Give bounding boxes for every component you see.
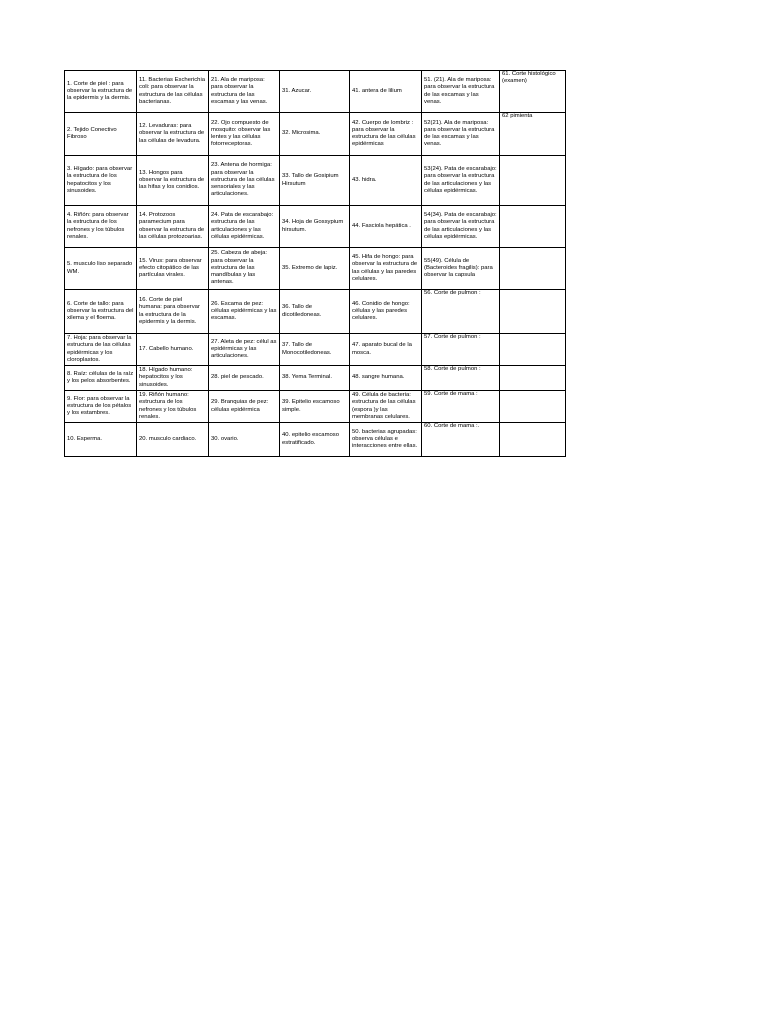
table-cell: 50. bacterias agrupadas: observa células e interacciones entre ellas. [350, 423, 422, 457]
table-cell: 4. Riñón: para observar la estructura de los nefrones y los túbulos renales. [65, 206, 137, 248]
table-cell: 57. Corte de pulmon : [422, 334, 500, 366]
table-cell: 8. Raíz: células de la raíz y los pelos absorbentes. [65, 366, 137, 391]
table-cell: 22. Ojo compuesto de mosquito: observar las lentes y las células fotorreceptoras. [209, 113, 280, 156]
table-cell: 5. musculo liso separado WM. [65, 248, 137, 290]
table-cell: 6. Corte de tallo: para observar la estructura del xilema y el floema. [65, 290, 137, 334]
table-cell: 32. Microsima. [280, 113, 350, 156]
table-cell: 24. Pata de escarabajo: estructura de las articulaciones y las células epidérmicas. [209, 206, 280, 248]
table-row [65, 248, 566, 290]
table-cell: 52(21). Ala de mariposa: para observar la estructura de las escamas y las venas. [422, 113, 500, 156]
table-cell: 30. ovario. [209, 423, 280, 457]
table-cell: 23. Antena de hormiga: para observar la estructura de las células sensoriales y las articulaciones. [209, 156, 280, 206]
table-cell: 7. Hoja: para observar la estructura de las células epidérmicas y los cloroplastos. [65, 334, 137, 366]
table-cell: 35. Extremo de lapiz. [280, 248, 350, 290]
table-cell: 1. Corte de piel : para observar la estructura de la epidermis y la dermis. [65, 71, 137, 113]
table-cell: 15. Virus: para observar efecto citopático de las partículas virales. [137, 248, 209, 290]
table-cell: 12. Levaduras: para observar la estructura de las células de levadura. [137, 113, 209, 156]
table-row [65, 156, 566, 206]
table-cell: 26. Escama de pez: células epidérmicas y las escamas. [209, 290, 280, 334]
table-row [65, 423, 566, 457]
table-cell: 42. Cuerpo de lombriz : para observar la estructura de las células epidérmicas [350, 113, 422, 156]
table-cell: 33. Tallo de Gosipium Hirsutum [280, 156, 350, 206]
specimen-table [64, 70, 566, 457]
table-cell: 28. piel de pescado. [209, 366, 280, 391]
table-cell: 53(24). Pata de escarabajo: para observar la estructura de las articulaciones y las células epidérmicas. [422, 156, 500, 206]
table-cell: 56. Corte de pulmon : [422, 290, 500, 334]
table-cell [500, 206, 566, 248]
table-cell: 41. antera de lilium [350, 71, 422, 113]
table-cell: 25. Cabeza de abeja: para observar la estructura de las mandíbulas y las antenas. [209, 248, 280, 290]
table-cell: 16. Corte de piel humana: para observar la estructura de la epidermis y la dermis. [137, 290, 209, 334]
table-cell: 3. Hígado: para observar la estructura de los hepatocitos y los sinusoides. [65, 156, 137, 206]
table-cell: 60. Corte de mama :. [422, 423, 500, 457]
table-cell [500, 290, 566, 334]
table-cell [500, 366, 566, 391]
table-cell: 2. Tejido Conectivo Fibroso [65, 113, 137, 156]
table-cell: 43. hidra. [350, 156, 422, 206]
table-cell: 11. Bacterias Escherichia coli: para observar la estructura de las células bacterianas. [137, 71, 209, 113]
table-cell: 17. Cabello humano. [137, 334, 209, 366]
table-row [65, 206, 566, 248]
table-cell: 27. Aleta de pez: célul as epidérmicas y las articulaciones. [209, 334, 280, 366]
table-cell: 19. Riñón humano: estructura de los nefrones y los túbulos renales. [137, 391, 209, 423]
table-cell: 59. Corte de mama : [422, 391, 500, 423]
table-cell: 38. Yema Terminal. [280, 366, 350, 391]
table-cell: 45. Hifa de hongo: para observar la estructura de las células y las paredes celulares. [350, 248, 422, 290]
table-cell [500, 248, 566, 290]
table-cell: 20. musculo cardiaco. [137, 423, 209, 457]
table-cell [500, 423, 566, 457]
table-cell: 55(49). Célula de (Bacteroides fragilis): para observar la capsula [422, 248, 500, 290]
table-cell: 39. Epitelio escamoso simple. [280, 391, 350, 423]
table-row [65, 290, 566, 334]
table-cell: 36. Tallo de dicotiledoneas. [280, 290, 350, 334]
table-cell: 48. sangre humana. [350, 366, 422, 391]
table-cell: 13. Hongos para observar la estructura de las hifas y los conidios. [137, 156, 209, 206]
table-cell: 61. Corte histológico (examen) [500, 71, 566, 113]
table-row [65, 334, 566, 366]
table-cell: 34. Hoja de Gossypium hirsutum. [280, 206, 350, 248]
table-cell: 62 pimienta [500, 113, 566, 156]
table-cell: 46. Conidio de hongo: células y las paredes celulares. [350, 290, 422, 334]
table-cell: 18. Hígado humano: hepatocitos y los sinusoides. [137, 366, 209, 391]
table-cell [500, 391, 566, 423]
table-cell: 37. Tallo de Monocotiledoneas. [280, 334, 350, 366]
table-cell [500, 156, 566, 206]
table-cell [500, 334, 566, 366]
table-cell: 51. (21). Ala de mariposa: para observar la estructura de las escamas y las venas. [422, 71, 500, 113]
table-cell: 21. Ala de mariposa: para observar la estructura de las escamas y las venas. [209, 71, 280, 113]
table-cell: 31. Azucar. [280, 71, 350, 113]
table-cell: 44. Fasciola hepática . [350, 206, 422, 248]
table-cell: 14. Protozoos paramecium para observar la estructura de las células protozoarias. [137, 206, 209, 248]
table-cell: 9. Flor: para observar la estructura de los pétalos y los estambres. [65, 391, 137, 423]
table-cell: 58. Corte de pulmon : [422, 366, 500, 391]
table-cell: 49. Célula de bacteria: estructura de las células (espora )y las membranas celulares. [350, 391, 422, 423]
table-row [65, 71, 566, 113]
table-cell: 10. Esperma. [65, 423, 137, 457]
table-cell: 29. Branquias de pez: células epidérmica [209, 391, 280, 423]
table-row [65, 113, 566, 156]
table-row [65, 366, 566, 391]
table-cell: 47. aparato bucal de la mosca. [350, 334, 422, 366]
table-row [65, 391, 566, 423]
table-cell: 40. epitelio escamoso estratificado. [280, 423, 350, 457]
table-cell: 54(34). Pata de escarabajo: para observar la estructura de las articulaciones y las células epidérmicas. [422, 206, 500, 248]
